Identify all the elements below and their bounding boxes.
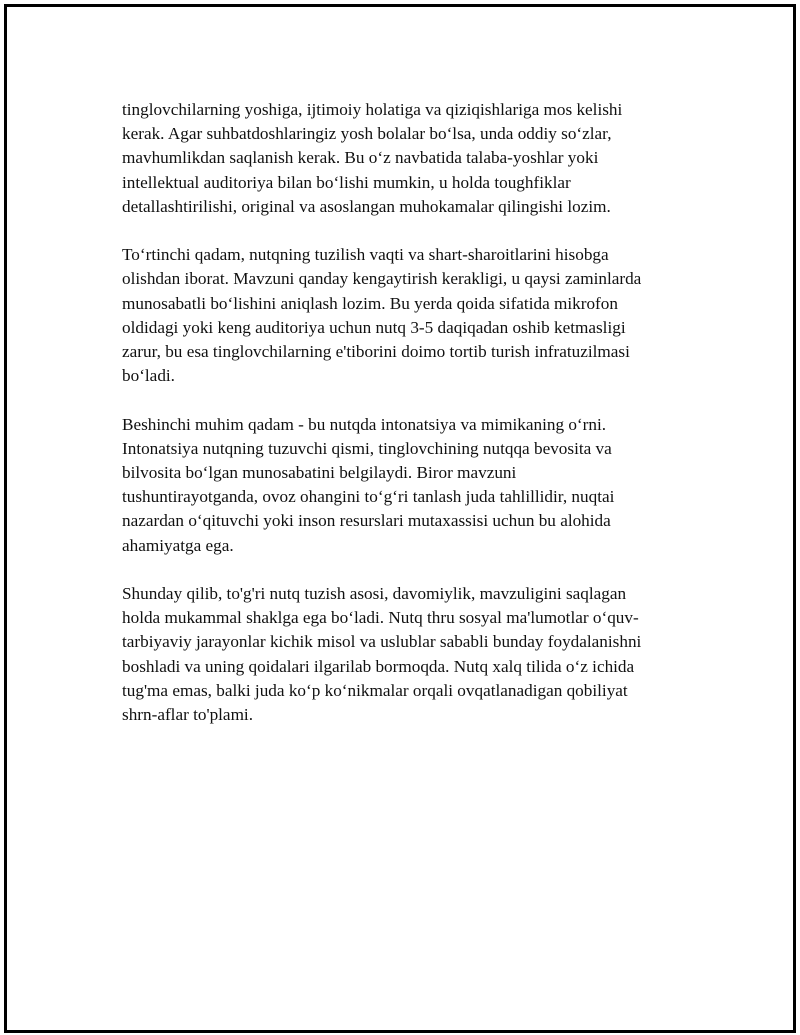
text-line: oldidagi yoki keng auditoriya uchun nutq 3-5 daqiqadan oshib ketmasligi xyxy=(122,317,626,337)
text-line: To‘rtinchi qadam, nutqning tuzilish vaqti va shart-sharoitlarini hisobga xyxy=(122,245,609,265)
text-line: Shunday qilib, to'g'ri nutq tuzish asosi, davomiylik, mavzuligini saqlagan xyxy=(122,584,627,604)
text-line: tinglovchilarning yoshiga, ijtimoiy holatiga va qiziqishlariga mos kelishi xyxy=(122,100,623,119)
text-line: bilvosita bo‘lgan munosabatini belgilaydi. Biror mavzuni xyxy=(122,463,517,483)
text-line: zarur, bu esa tinglovchilarning e'tiborini doimo tortib turish infratuzilmasi xyxy=(122,342,630,362)
text-line: tushuntirayotganda, ovoz ohangini to‘g‘ri tanlash juda tahlillidir, nuqtai xyxy=(122,487,615,507)
text-line: detallashtirilishi, original va asoslangan muhokamalar qilingishi lozim. xyxy=(122,196,611,216)
text-line: tug'ma emas, balki juda ko‘p ko‘nikmalar orqali ovqatlanadigan qobiliyat xyxy=(122,680,628,700)
text-line: kerak. Agar suhbatdoshlaringiz yosh bolalar bo‘lsa, unda oddiy so‘zlar, xyxy=(122,124,612,144)
paragraph-1 xyxy=(122,98,702,219)
paragraph-4 xyxy=(122,582,702,727)
text-line: olishdan iborat. Mavzuni qanday kengaytirish kerakligi, u qaysi zaminlarda xyxy=(122,269,642,289)
text-line: bo‘ladi. xyxy=(122,366,175,386)
text-line: intellektual auditoriya bilan bo‘lishi mumkin, u holda toughfiklar xyxy=(122,172,571,192)
text-line: nazardan o‘qituvchi yoki inson resurslari mutaxassisi uchun bu alohida xyxy=(122,511,611,531)
page-frame xyxy=(4,4,796,1033)
text-line: shrn-aflar to'plami. xyxy=(122,705,254,725)
text-line: Intonatsiya nutqning tuzuvchi qismi, tinglovchining nutqqa bevosita va xyxy=(122,438,612,458)
text-line: munosabatli bo‘lishini aniqlash lozim. Bu yerda qoida sifatida mikrofon xyxy=(122,293,618,313)
document-body xyxy=(122,98,702,751)
text-line: boshladi va uning qoidalari ilgarilab bormoqda. Nutq xalq tilida o‘z ichida xyxy=(122,656,635,676)
paragraph-2 xyxy=(122,243,702,388)
paragraph-3 xyxy=(122,413,702,558)
text-line: Beshinchi muhim qadam - bu nutqda intonatsiya va mimikaning o‘rni. xyxy=(122,414,607,434)
text-line: mavhumlikdan saqlanish kerak. Bu o‘z navbatida talaba-yoshlar yoki xyxy=(122,148,599,168)
text-line: ahamiyatga ega. xyxy=(122,535,234,555)
text-line: holda mukammal shaklga ega bo‘ladi. Nutq thru sosyal ma'lumotlar o‘quv- xyxy=(122,608,639,628)
text-line: tarbiyaviy jarayonlar kichik misol va uslublar sababli bunday foydalanishni xyxy=(122,632,642,652)
